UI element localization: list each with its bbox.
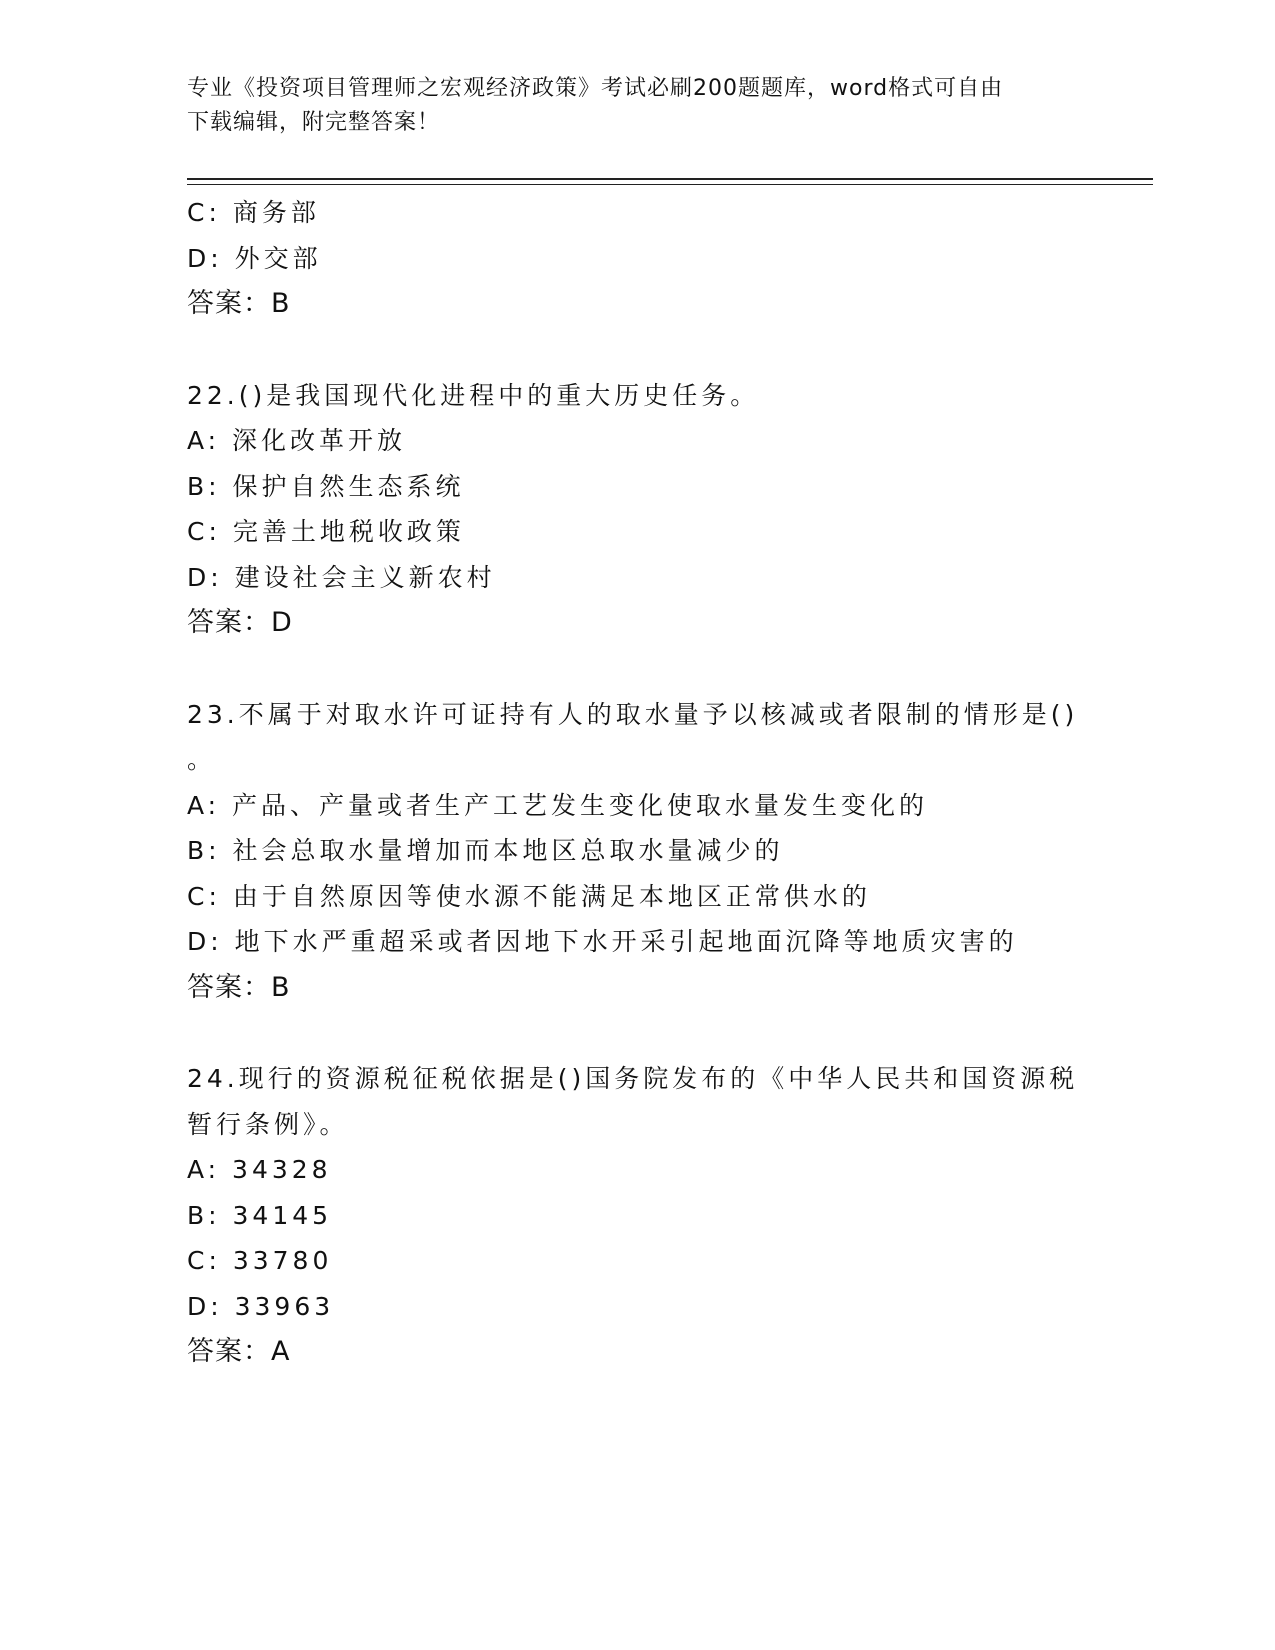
option-d: D: 地下水严重超采或者因地下水开采引起地面沉降等地质灾害的 — [187, 927, 1018, 956]
option-c: C: 由于自然原因等使水源不能满足本地区正常供水的 — [187, 881, 871, 911]
option-a: A: 深化改革开放 — [187, 426, 407, 455]
spacer — [187, 327, 1087, 373]
answer-line: 答案：A — [187, 1336, 291, 1367]
option-c: C: 33780 — [187, 1246, 333, 1275]
spacer — [187, 1010, 1087, 1056]
question-stem-line-2: 。 — [187, 745, 217, 774]
header-line-1: 专业《投资项目管理师之宏观经济政策》考试必刷200题题库，word格式可自由 — [187, 76, 1004, 101]
answer-line: 答案：D — [187, 607, 293, 638]
question-stem-line-1: 24.现行的资源税征税依据是()国务院发布的《中华人民共和国资源税 — [187, 1064, 1079, 1093]
question-list — [187, 190, 1087, 1375]
question-22 — [187, 373, 1087, 646]
option-d: D: 33963 — [187, 1291, 335, 1321]
option-a: A: 34328 — [187, 1155, 332, 1184]
option-a: A: 产品、产量或者生产工艺发生变化使取水量发生变化的 — [187, 790, 929, 820]
option-b: B: 社会总取水量增加而本地区总取水量减少的 — [187, 836, 784, 865]
question-stem-line-1: 23.不属于对取水许可证持有人的取水量予以核减或者限制的情形是() — [187, 699, 1079, 729]
option-b: B: 保护自然生态系统 — [187, 471, 465, 501]
answer-line: 答案：B — [187, 288, 291, 319]
question-24 — [187, 1056, 1087, 1375]
header-divider-thin — [187, 184, 1153, 185]
header-divider-thick — [187, 178, 1153, 180]
option-c: C: 完善土地税收政策 — [187, 517, 465, 546]
question-21-tail — [187, 190, 1087, 327]
question-23 — [187, 692, 1087, 1011]
option-b: B: 34145 — [187, 1200, 333, 1230]
document-header — [187, 72, 1067, 140]
spacer — [187, 646, 1087, 692]
option-c: C: 商务部 — [187, 198, 320, 227]
question-stem-line-2: 暂行条例》。 — [187, 1109, 349, 1139]
option-d: D: 建设社会主义新农村 — [187, 562, 496, 592]
question-stem: 22.()是我国现代化进程中的重大历史任务。 — [187, 380, 760, 410]
header-line-2: 下载编辑，附完整答案！ — [187, 110, 441, 135]
option-d: D: 外交部 — [187, 243, 322, 273]
answer-line: 答案：B — [187, 971, 291, 1003]
